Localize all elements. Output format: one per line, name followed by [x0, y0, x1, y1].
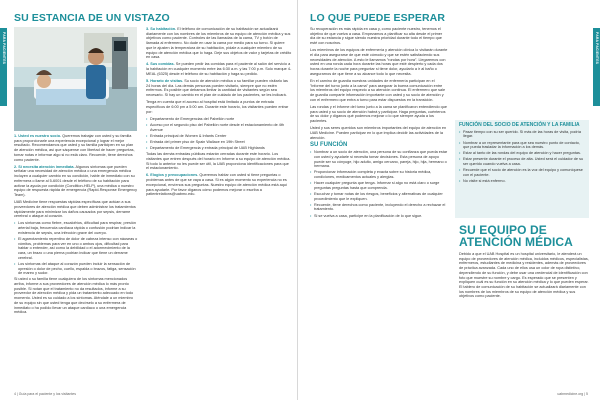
item-3-text: El teléfono de comunicación de su habitación se actualizará diariamente con los nombres de los miembros de su equipo de atención médica y sus objetivos como paciente. Controles de las llamadas de la cama, TV y botón de llamada al enfermero. No dude en usar la cama por medio para su turno. Si quiere que le ajusten la temperatura de su habitación, pídale a cualquier miembro de su equipo de atención médica que lo haga. Deje sus objetos de valor y tarjetas de crédito en casa.: [146, 27, 292, 60]
item-4-text: Se pueden pedir las comidas para el paciente al salón del servicio a la habitación en cualquier momento entre las 6:30 a.m. y las 7:00 p.m. Solo marque 4-MEAL (6325) desde el teléfono de su habitación y haga su pedido.: [146, 62, 292, 76]
list-item: • Recuerde que el socio de atención es la voz del equipo y comuníquese con el paciente.: [459, 168, 586, 177]
item-3-number: 3.: [146, 27, 150, 31]
care-partner-list: [459, 130, 586, 184]
right-footer: uabmedicine.org | 5: [557, 392, 588, 396]
list-item: • Departamento de Emergencias del Pabellón norte: [146, 117, 292, 122]
care-team-section: [459, 224, 589, 302]
access-paragraph: Tenga en cuenta que el acceso al hospital está limitado a puntos de entrada específicos de 6:00 pm a 5:00 am. Durante este horario, los visitantes pueden entrar por:: [146, 100, 289, 114]
list-item: • Nombrar a un representante para que sea nuestro punto de contacto, que pueda trasladar la información a los demás.: [459, 141, 586, 150]
list-item: • Nombrar a un socio de atención, una persona de su confianza que pueda estar con usted y ayudarle si necesita tomar decisiones. Esta persona de apoyo puede ser su cónyuge, hijo adulto, amigo cercano, pareja, hijo, hija, hermano o hermana.: [310, 150, 448, 169]
list-item: • Recuerde, tiene derechos como paciente, incluyendo el derecho a rechazar el tratamiento.: [310, 203, 448, 212]
side-tab-label: PARA PACIENTES: [2, 32, 6, 65]
item-1-number: 1.: [14, 134, 18, 138]
list-item: • No visite si está enfermo.: [459, 179, 586, 184]
hourly-rounds-paragraph: Los miembros de los equipos de enfermería y atención clínica lo visitarán durante el día para asegurarse de que esté cómodo y que se estén satisfaciendo sus necesidades de atención. A esto le llamamos "rondas por hora". Llegaremos con usted en una ronda cada hora durante las horas que esté despierto y cada dos horas durante la noche para preguntar si tiene dolor, ayudarlo a ir al baño o asegurarnos de que tiene a su alcance todo lo que necesita.: [310, 48, 448, 76]
care-partner-box: [459, 123, 586, 185]
care-partner-title: FUNCIÓN DEL SOCIO DE ATENCIÓN Y LA FAMILIA: [459, 122, 580, 128]
list-item: • Estar al tanto de las rondas del equipo de atención y hacer preguntas.: [459, 151, 586, 156]
list-item: • Hacer cualquier pregunta que tenga. Informar si algo no está claro o surge preguntas preguntas hasta que comprenda.: [310, 181, 448, 190]
team-members-paragraph: Usted y sus seres queridos son miembros importantes del equipo de atención en UAB Medicine. Pueden participar en lo que implica decidir las actividades de la atención.: [310, 126, 447, 140]
item-3-heading: Su habitación.: [150, 27, 177, 31]
item-4-number: 4.: [146, 62, 150, 67]
item-2-heading: Si necesita atención inmediata.: [18, 164, 75, 169]
page-title: SU ESTANCIA DE UN VISTAZO: [14, 12, 170, 24]
item-5: [146, 79, 292, 98]
right-column-1: [310, 27, 448, 220]
your-role-title: SU FUNCIÓN: [310, 142, 348, 149]
item-2-number: 2.: [14, 164, 18, 169]
list-item: • Departamento de Emergencia y entrada principal de UAB Highlands: [146, 146, 292, 151]
list-item: • Estar presente durante el proceso de alta. Usted será el cuidador de su ser querido cuando vuelva a casa.: [459, 157, 586, 166]
item-2-text: Algunos síntomas que pueden señalar una necesidad de atención médica o una emergencia médica incluyen a cualquier cambio en su condición, hable de inmediato con su enfermera o llame al 5-6001 desde el teléfono de su habitación para activar la ayuda por condición (Condition-HELP), una médica o nuestro equipo de respuesta rápida de emergencia (Rapid-Response Emergency Team).: [14, 164, 138, 197]
item-1: [14, 134, 138, 162]
right-page: [300, 0, 600, 400]
left-footer: 4 | Guía para el paciente y los visitantes: [14, 392, 76, 396]
your-role-list: [310, 150, 448, 218]
list-item: • Entrada principal de Women & Infants Center: [146, 134, 292, 139]
item-6: [146, 173, 292, 197]
item-4-heading: Sus comidas.: [150, 62, 175, 67]
list-item: • Si se vuelva a casa, participe en la planificación de lo que sigue.: [310, 214, 448, 219]
list-item: • Entrada del primer piso de Spain Wallace en 19th Street: [146, 140, 292, 145]
item-6-number: 6.: [146, 173, 150, 178]
rapid-response-paragraph: UAB Medicine tiene respuestas rápidas específicas que actúan a sus proveedores de atención médica que deben administrar los tratamientos rápidamente para minimizar los daños causados por sepsis, derrame cerebral o ataque al corazón.: [14, 200, 136, 219]
symptom-followup-paragraph: Si usted o su familia tiene cualquiera de los síntomas mencionados arriba, informe a sus proveedores de atención médica lo más pronto posible. Si notan que el tratamiento no da resultados, informe a su proveedor de atención médica y pida un tratamiento adecuado en todo momento. Usted es su cuidado a los síntomas. Aténdale a un miembro de su equipo sin que usted tenga que decírselo a su enfermera de inmediato o ha podido llevar un ataque cardiaco o una emergencia médica.: [14, 277, 134, 315]
side-tab-right: [593, 28, 600, 106]
care-team-paragraph: Debido a que el UAB Hospital es un hospital universitario, le atenderá un equipo de proveedores de atención médica, incluidos médicos, especialistas, enfermeros, estudiantes de medicina y residentes, además de proveedores de práctica avanzada. Cada uno de ellos usa un color de ropa distintivo, dependiendo de su función, y debe usar una credencial de identificación con foto que muestre su nombre y cargo. Es esperado que se presenten y expliquen cuál es su función en su atención médica y lo que pueden esperar. El tablero de comunicación de su habitación se actualizará diariamente con los nombres de los miembros de su equipo de atención médica y sus objetivos como paciente.: [459, 252, 589, 299]
list-item: • Pasar tiempo con su ser querido. Si más de las horas de visita, podría llegar.: [459, 130, 586, 139]
entrance-list: [146, 117, 292, 151]
item-6-text: Queremos hablar con usted si tiene preguntas o problemas antes de que se vaya a casa. Si es algún momento su experiencia no es excepcional, envíenos sus preguntas. Nuestro equipo de atención médica está aquí para ayudarle. Por favor díganos cómo podemos mejorar o escriba a patientrelations@uabmc.edu.: [146, 173, 287, 197]
side-tab-left: [0, 28, 7, 106]
list-item: • Los síntomas como fiebre, escalofríos, dificultad para respirar, presión arterial baja, frecuencia cardíaca rápida o confusión podrían indicar la existencia de sepsis, una infección grave del cuerpo.: [14, 221, 138, 235]
item-5-number: 5.: [146, 79, 150, 84]
discharge-paragraph: Su recuperación es más rápida en casa y, como paciente nuestro, tenemos el objetivo de que vuelva a casa. Empezamos a planificar su alta desde el primer día de su estancia y sigue siendo nuestra prioridad durante todo el tiempo que esté con nosotros.: [310, 27, 443, 46]
left-column-1: [14, 134, 138, 317]
shift-report-paragraph: En el camino de guardia nuestras unidades de enfermería participan en el "informe del turno junto a la cama" para asegurar la buena comunicación entre los miembros del equipo respecto a su atención continua. El enfermero que sale de guardia comparte información importante con usted y su socio de atención y con el enfermero que entra a turno para estar dispuestos en la transición.: [310, 79, 446, 102]
item-4: [146, 62, 292, 76]
item-2: [14, 165, 138, 198]
list-item: • Acceso por el segundo piso del Pabellón norte desde el estacionamiento de 4th Avenue: [146, 123, 292, 132]
item-5-heading: Horario de visitas.: [150, 79, 184, 84]
list-item: • Escuchar y tomar notas de los riesgos, beneficios y alternativas de cualquier procedimiento que le expliquen.: [310, 192, 448, 201]
item-1-heading: Usted es nuestro socio.: [18, 134, 62, 138]
item-1-text: Queremos trabajar con usted y su familia para proporcionarle una experiencia excepcional y lograr el mejor resultado. Recomendamos que usted y su familia participen en su plan de atención médica, así que sáquense con libertad de hacer preguntas, tomar notas e informar algo si no está claro. Recuerde, tiene derechos como paciente.: [14, 134, 135, 162]
list-item: • Proporcionar información completa y exacta sobre su historia médica, condiciones, medicamentos actuales y alergias.: [310, 170, 448, 179]
side-tab-label: PARA PACIENTES: [595, 32, 599, 65]
item-3: [146, 27, 292, 60]
left-column-2: [146, 27, 292, 199]
rounds-participation-paragraph: Las rondas y el informe del turno junto a la cama se planificaron entendiendo que para usted y su socio de atención habrá y participar. Haga preguntas, cuéntenos de su dolor y díganos qué podemos mejorar o lo que siempre ayuda a los pacientes.: [310, 105, 447, 124]
patient-photo: [14, 27, 137, 131]
left-page: [0, 0, 298, 400]
closed-entrances-paragraph: Todas las demás entradas públicas estarán cerradas durante este horario. Los visitantes que entren después del horario en Informe a su equipo de atención médica. Si todo lo anterior no les puede ser útil, la UAB proporciona identificaciones para que el estacionamiento.: [146, 152, 291, 171]
hospital-room-illustration: [14, 27, 137, 131]
item-5-text: Su socio de atención médica o su familiar pueden visitarlo las 24 horas del día. Las demás personas pueden visitarlo, siempre que no estén enfermos. Es posible que debamos limitar la cantidad de visitantes según sea necesario. Si hay un cambio en el plan de cuidado de los pacientes, se les indicará.: [146, 79, 288, 98]
care-team-title: SU EQUIPO DE ATENCIÓN MÉDICA: [459, 223, 573, 249]
item-6-heading: Elogios y preocupaciones.: [150, 173, 199, 178]
list-item: • El agarrotamiento repentino de dolor de cabeza intenso con náuseas o vómitos, problemas para ver en uno o ambos ojos, dificultad para hablar o entender, así como la debilidad o el adormecimiento de la cara, un brazo o una pierna podrían indicar que tiene un derrame cerebral.: [14, 237, 138, 261]
page-title: LO QUE PUEDE ESPERAR: [310, 12, 446, 24]
list-item: • Los síntomas del ataque al corazón pueden incluir la sensación de opresión o dolor de pecho, cuello, espalda o brazos, fatiga, sensación de mareo y sudor.: [14, 262, 138, 276]
symptom-list: [14, 221, 138, 276]
